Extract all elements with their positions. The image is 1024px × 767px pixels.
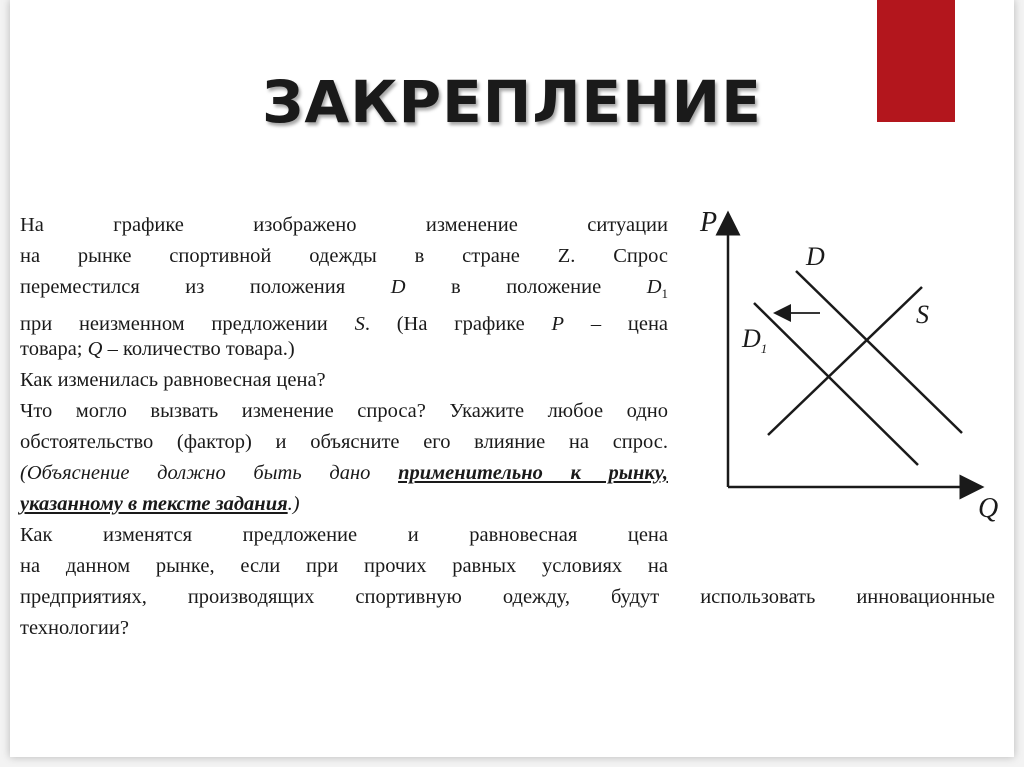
question-2: Что могло вызвать изменение спроса? Укажите любое одно обстоятельство (фактор) и объясните его влияние на спрос. (Объяснение должно быть дано применительно к рынку, <box>20 400 668 484</box>
intro-line-3: переместился из положения D в положение $D_1$ <box>20 276 668 302</box>
x-axis-label: Q <box>978 493 999 524</box>
supply-curve-s <box>768 287 922 435</box>
demand-label: D <box>806 242 825 271</box>
supply-label: S <box>916 300 929 329</box>
demand-new-label: $D_1$ <box>742 324 768 356</box>
slide <box>10 0 1014 757</box>
intro-line-1: На графике изображено изменение ситуации <box>20 214 668 236</box>
demand-curve-d <box>796 271 962 433</box>
demand-curve-d1 <box>754 303 918 465</box>
task-intro <box>20 210 668 340</box>
note-line-2: указанному в тексте задания.) <box>20 493 300 515</box>
intro-line-2: на рынке спортивной одежды в стране Z. Спрос <box>20 245 668 267</box>
question-1: Как изменилась равновесная цена? <box>20 369 326 391</box>
y-axis-label: P <box>700 207 718 238</box>
note-line-1: (Объяснение должно быть дано применительно к рынку, <box>20 462 668 484</box>
question-3: Как изменятся предложение и равновесная цена на данном рынке, если при прочих равных условиях на <box>20 524 668 577</box>
intro-line-5: товара; Q – количество товара.) <box>20 338 295 360</box>
slide-title: ЗАКРЕПЛЕНИЕ <box>262 68 762 136</box>
intro-line-4: при неизменном предложении S. (На графике P – цена <box>20 313 669 336</box>
supply-demand-graph <box>690 195 1010 535</box>
question-3-line-4: технологии? <box>20 617 129 639</box>
question-3-line-3: предприятиях, производящих спортивную одежду, будут использовать инновационные <box>20 586 995 608</box>
